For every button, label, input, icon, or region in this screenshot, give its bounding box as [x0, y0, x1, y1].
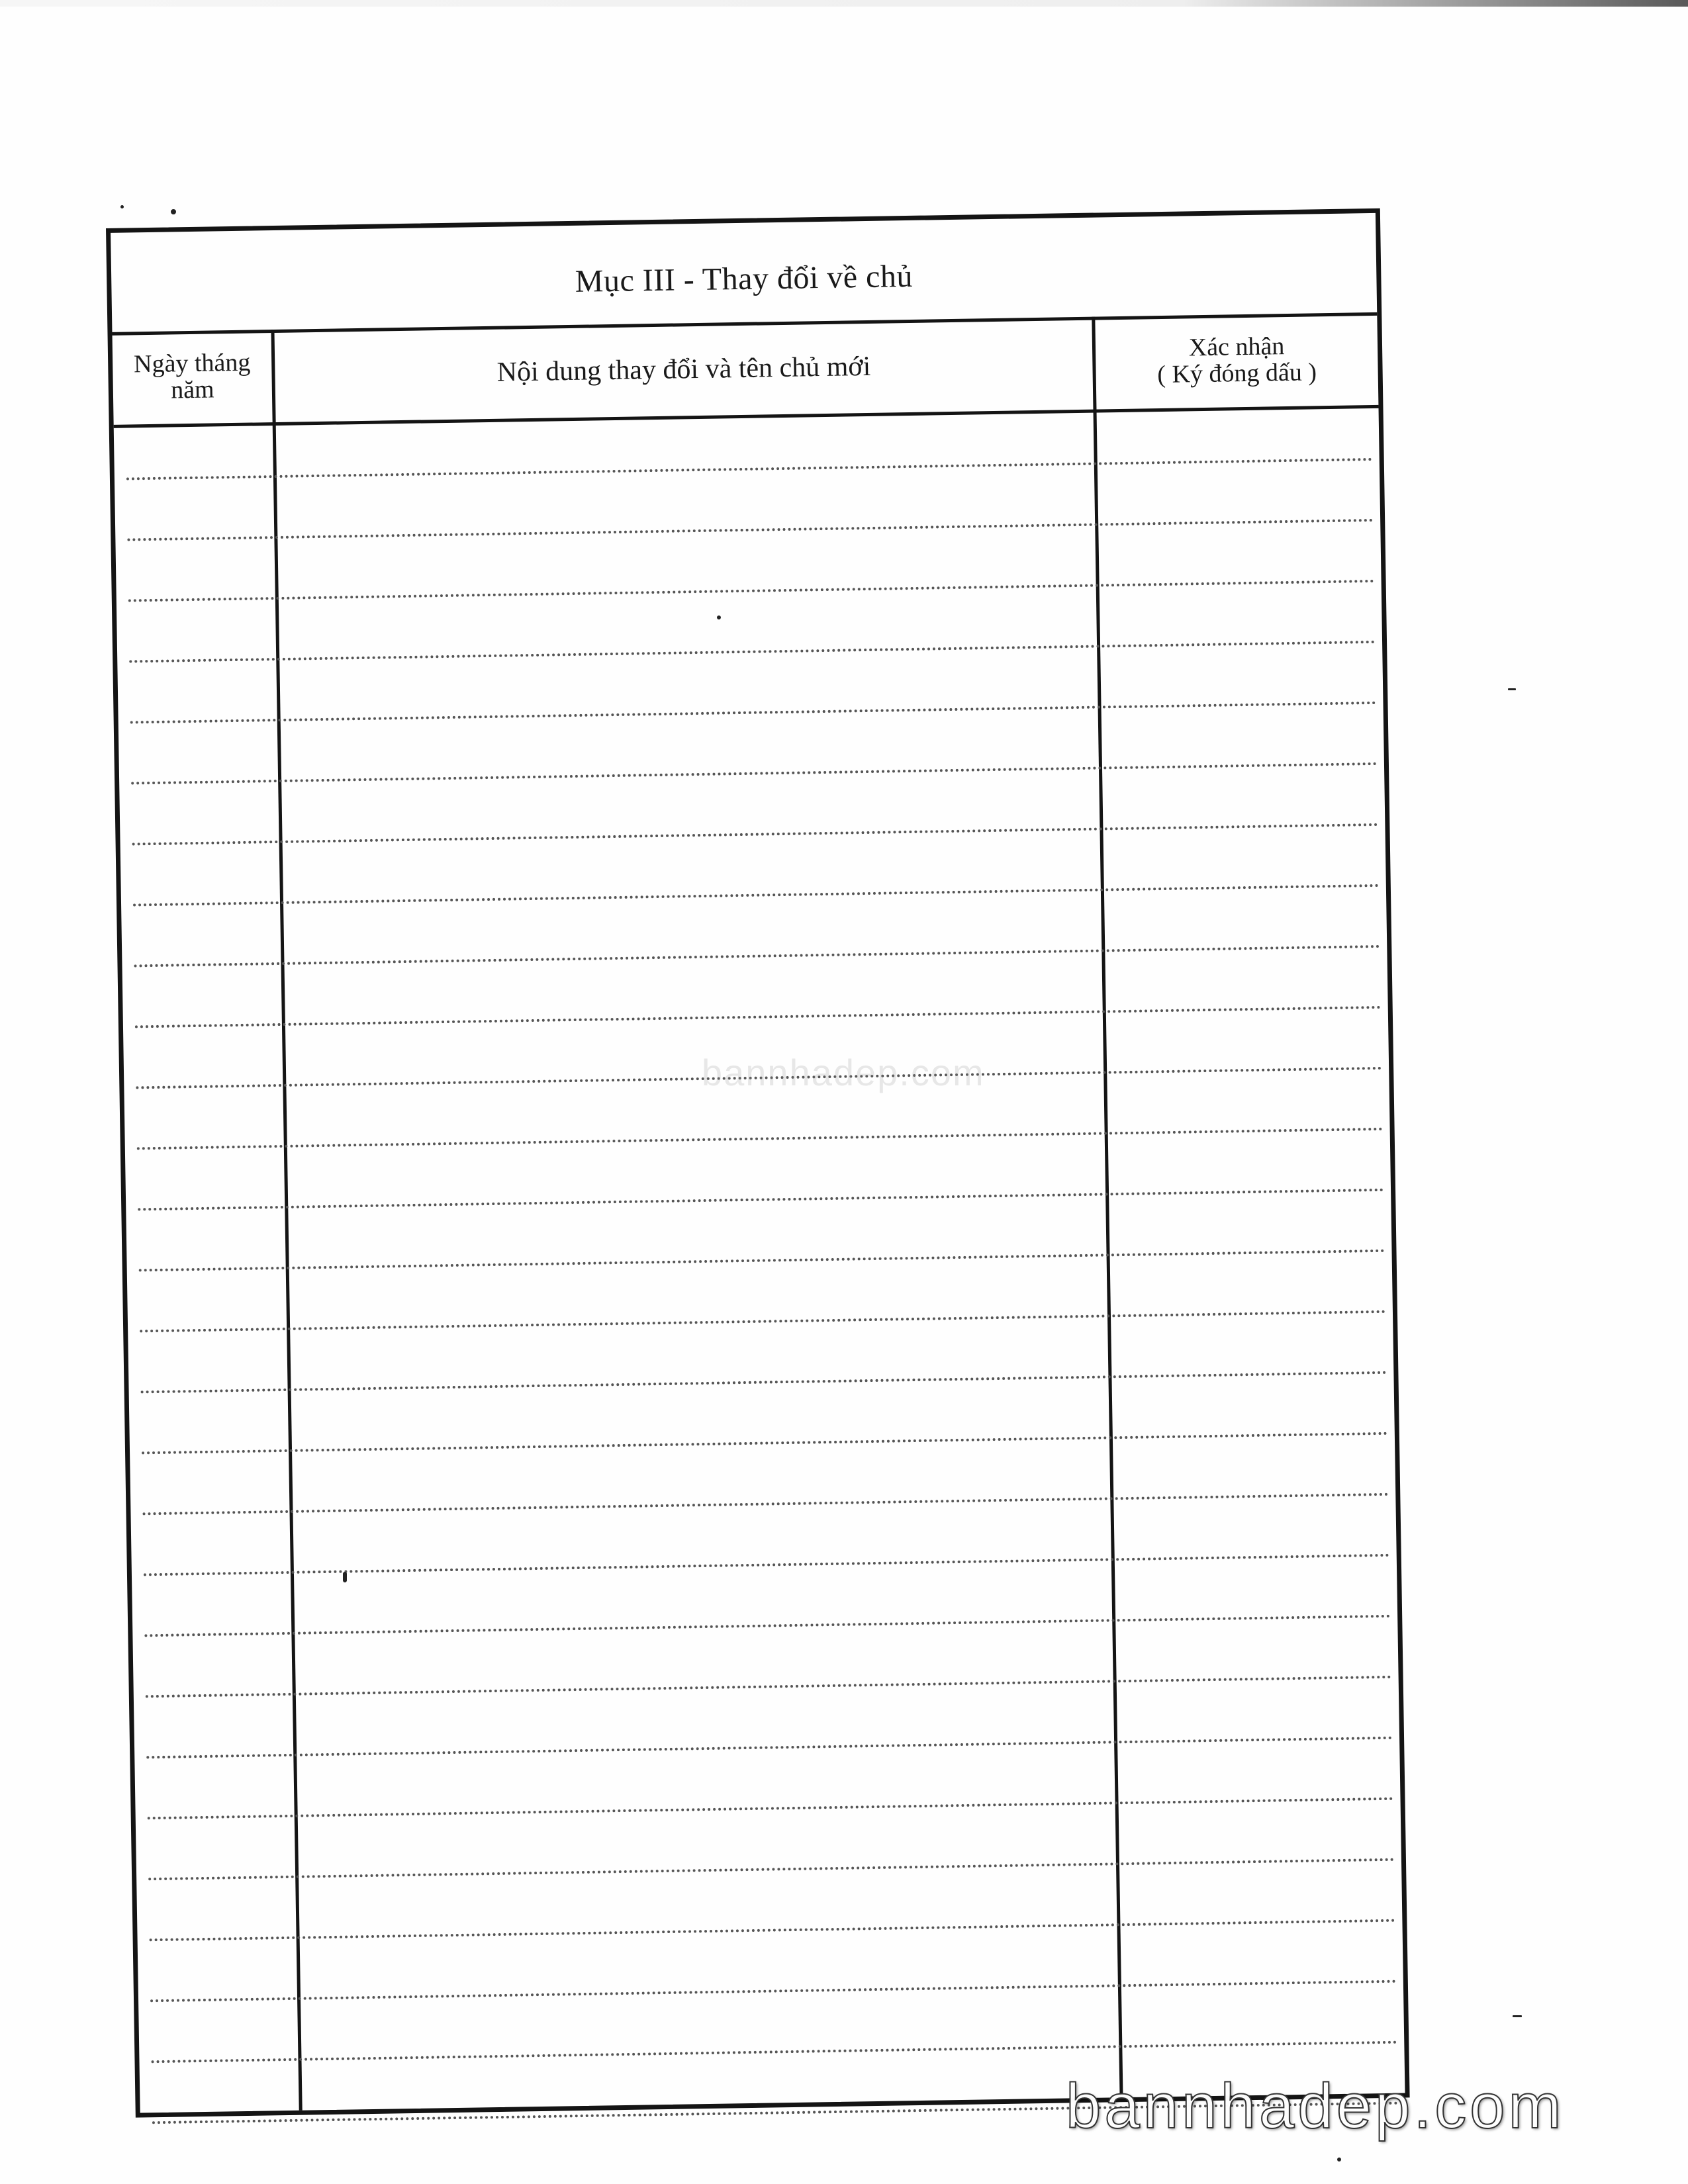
- corner-watermark: bannhadep.com: [1066, 2071, 1565, 2142]
- dotted-writing-line: [146, 1737, 1393, 1759]
- ownership-change-form: [106, 208, 1410, 2118]
- scan-speck: [717, 615, 721, 619]
- dotted-writing-line: [144, 1615, 1391, 1637]
- scan-speck: [1508, 688, 1516, 690]
- scan-top-edge: [0, 0, 1688, 7]
- dotted-writing-line: [137, 1128, 1383, 1150]
- dotted-writing-line: [126, 458, 1373, 480]
- dotted-writing-line: [132, 823, 1379, 846]
- dotted-writing-line: [127, 519, 1374, 541]
- center-watermark: bannhadep.com: [702, 1052, 985, 1093]
- dotted-writing-line: [135, 1006, 1382, 1028]
- confirm-column-header: [1095, 312, 1378, 410]
- dotted-writing-line: [148, 1858, 1395, 1881]
- dotted-writing-line: [138, 1189, 1384, 1211]
- dotted-writing-line: [142, 1493, 1389, 1516]
- scan-speck: [343, 1572, 347, 1582]
- dotted-writing-line: [146, 1676, 1392, 1698]
- dotted-writing-line: [134, 945, 1380, 968]
- dotted-writing-line: [148, 1797, 1394, 1820]
- date-header-line1: Ngày tháng: [133, 348, 251, 379]
- scan-speck: [1513, 2015, 1522, 2017]
- confirm-header-line2: ( Ký đóng dấu ): [1157, 358, 1317, 389]
- dotted-writing-line: [150, 1919, 1396, 1942]
- dotted-writing-line: [131, 762, 1378, 785]
- form-title: Mục III - Thay đổi về chủ: [575, 258, 914, 299]
- dotted-writing-line: [142, 1432, 1388, 1455]
- date-column-header: [112, 330, 272, 425]
- dotted-writing-line: [139, 1250, 1385, 1272]
- dotted-writing-line: [150, 1980, 1397, 2003]
- confirm-header-line1: Xác nhận: [1188, 332, 1285, 362]
- dotted-writing-line: [130, 702, 1377, 724]
- dotted-writing-line: [129, 641, 1376, 663]
- dotted-writing-line: [140, 1310, 1386, 1333]
- content-column-header: [274, 317, 1093, 422]
- dotted-writing-line: [128, 580, 1375, 602]
- dotted-writing-line: [133, 884, 1380, 907]
- scan-speck: [171, 209, 176, 214]
- scan-speck: [120, 205, 124, 208]
- date-header-line2: năm: [170, 375, 214, 404]
- content-header-text: Nội dung thay đổi và tên chủ mới: [496, 351, 871, 388]
- dotted-writing-line: [151, 2041, 1397, 2064]
- scan-speck: [1337, 2158, 1341, 2161]
- dotted-writing-line: [141, 1371, 1387, 1394]
- dotted-writing-line: [144, 1554, 1390, 1576]
- entry-rows-area: [114, 408, 1405, 2113]
